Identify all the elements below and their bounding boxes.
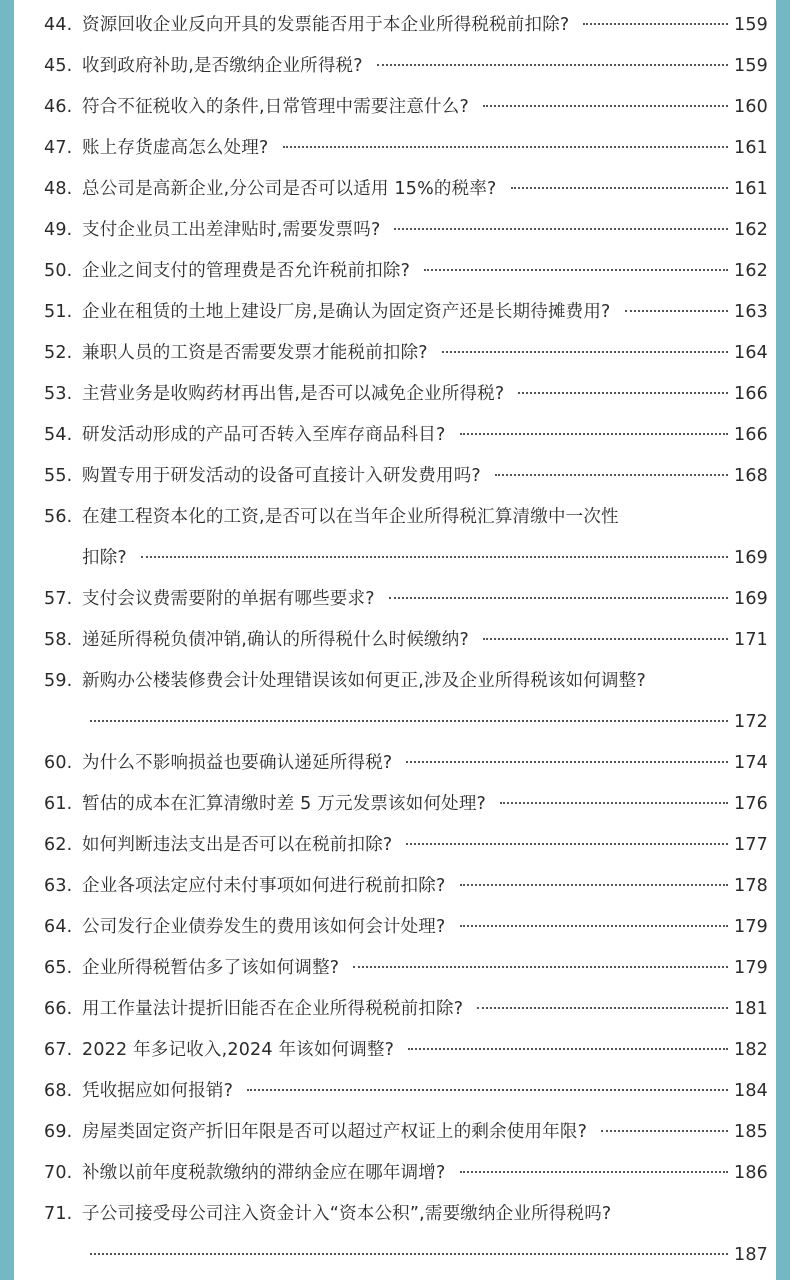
toc-entry[interactable] (44, 128, 768, 169)
toc-entry[interactable] (44, 87, 768, 128)
entry-number: 52. (44, 343, 73, 363)
entry-number: 47. (44, 138, 73, 158)
entry-number: 68. (44, 1081, 73, 1101)
dot-leader (483, 105, 728, 107)
toc-entry[interactable] (44, 579, 768, 620)
entry-title: 符合不征税收入的条件,日常管理中需要注意什么? (82, 97, 469, 117)
toc-entry[interactable] (44, 169, 768, 210)
entry-title: 如何判断违法支出是否可以在税前扣除? (82, 835, 393, 855)
toc-entry[interactable] (44, 210, 768, 251)
toc-entry[interactable] (44, 784, 768, 825)
entry-page-number: 161 (733, 179, 768, 199)
dot-leader (442, 351, 728, 353)
entry-page-number: 161 (733, 138, 768, 158)
dot-leader (90, 720, 728, 722)
dot-leader (424, 269, 728, 271)
entry-number: 49. (44, 220, 73, 240)
dot-leader (141, 556, 728, 558)
entry-number: 56. (44, 507, 73, 527)
entry-number: 53. (44, 384, 73, 404)
entry-number: 50. (44, 261, 73, 281)
toc-entry[interactable] (44, 948, 768, 989)
entry-page-number: 184 (733, 1081, 768, 1101)
entry-number: 62. (44, 835, 73, 855)
entry-number: 67. (44, 1040, 73, 1060)
toc-entry[interactable] (44, 1112, 768, 1153)
entry-page-number: 164 (733, 343, 768, 363)
toc-entry[interactable] (44, 1071, 768, 1112)
entry-page-number: 181 (733, 999, 768, 1019)
entry-number: 64. (44, 917, 73, 937)
entry-number: 58. (44, 630, 73, 650)
entry-number: 57. (44, 589, 73, 609)
entry-title: 兼职人员的工资是否需要发票才能税前扣除? (82, 343, 428, 363)
entry-title: 收到政府补助,是否缴纳企业所得税? (82, 56, 363, 76)
dot-leader (247, 1089, 728, 1091)
toc-entry[interactable] (44, 661, 768, 743)
entry-title: 暂估的成本在汇算清缴时差 5 万元发票该如何处理? (82, 794, 487, 814)
entry-page-number: 166 (733, 384, 768, 404)
entry-title: 在建工程资本化的工资,是否可以在当年企业所得税汇算清缴中一次性 (82, 507, 619, 527)
entry-title: 研发活动形成的产品可否转入至库存商品科目? (82, 425, 446, 445)
entry-title: 资源回收企业反向开具的发票能否用于本企业所得税税前扣除? (82, 15, 570, 35)
entry-page-number: 162 (733, 261, 768, 281)
toc-entry[interactable] (44, 825, 768, 866)
entry-title: 账上存货虚高怎么处理? (82, 138, 269, 158)
entry-title: 递延所得税负债冲销,确认的所得税什么时候缴纳? (82, 630, 469, 650)
entry-page-number: 179 (733, 917, 768, 937)
dot-leader (511, 187, 728, 189)
entry-title: 企业在租赁的土地上建设厂房,是确认为固定资产还是长期待摊费用? (82, 302, 611, 322)
entry-title: 房屋类固定资产折旧年限是否可以超过产权证上的剩余使用年限? (82, 1122, 588, 1142)
entry-page-number: 162 (733, 220, 768, 240)
entry-title: 补缴以前年度税款缴纳的滞纳金应在哪年调增? (82, 1163, 446, 1183)
dot-leader (353, 966, 728, 968)
entry-page-number: 169 (733, 589, 768, 609)
toc-entry[interactable] (44, 374, 768, 415)
dot-leader (406, 843, 728, 845)
dot-leader (583, 23, 728, 25)
entry-number: 69. (44, 1122, 73, 1142)
toc-entry[interactable] (44, 497, 768, 579)
toc-entry[interactable] (44, 620, 768, 661)
toc-entry[interactable] (44, 415, 768, 456)
entry-number: 70. (44, 1163, 73, 1183)
toc-entry[interactable] (44, 1030, 768, 1071)
entry-title: 企业各项法定应付未付事项如何进行税前扣除? (82, 876, 446, 896)
entry-title: 公司发行企业债券发生的费用该如何会计处理? (82, 917, 446, 937)
entry-page-number: 179 (733, 958, 768, 978)
entry-title: 用工作量法计提折旧能否在企业所得税税前扣除? (82, 999, 464, 1019)
entry-page-number: 176 (733, 794, 768, 814)
dot-leader (460, 433, 728, 435)
dot-leader (394, 228, 728, 230)
entry-number: 45. (44, 56, 73, 76)
entry-title: 2022 年多记收入,2024 年该如何调整? (82, 1040, 395, 1060)
toc-entry[interactable] (44, 251, 768, 292)
toc-entry[interactable] (44, 743, 768, 784)
entry-page-number: 169 (733, 548, 768, 568)
toc-entry[interactable] (44, 989, 768, 1030)
dot-leader (500, 802, 728, 804)
dot-leader (460, 884, 728, 886)
entry-title: 支付企业员工出差津贴时,需要发票吗? (82, 220, 381, 240)
dot-leader (483, 638, 728, 640)
entry-page-number: 168 (733, 466, 768, 486)
entry-title: 凭收据应如何报销? (82, 1081, 234, 1101)
entry-title: 总公司是高新企业,分公司是否可以适用 15%的税率? (82, 179, 497, 199)
dot-leader (377, 64, 728, 66)
entry-number: 60. (44, 753, 73, 773)
dot-leader (406, 761, 728, 763)
toc-entry[interactable] (44, 1194, 768, 1276)
entry-page-number: 159 (733, 15, 768, 35)
entry-title: 支付会议费需要附的单据有哪些要求? (82, 589, 375, 609)
entry-page-number: 160 (733, 97, 768, 117)
entry-page-number: 178 (733, 876, 768, 896)
toc-entry[interactable] (44, 1153, 768, 1194)
dot-leader (495, 474, 728, 476)
entry-number: 54. (44, 425, 73, 445)
dot-leader (460, 1171, 728, 1173)
dot-leader (283, 146, 728, 148)
dot-leader (625, 310, 728, 312)
entry-number: 44. (44, 15, 73, 35)
entry-page-number: 166 (733, 425, 768, 445)
toc-entry[interactable] (44, 907, 768, 948)
entry-number: 59. (44, 671, 73, 691)
dot-leader (601, 1130, 728, 1132)
entry-number: 51. (44, 302, 73, 322)
entry-page-number: 187 (733, 1245, 768, 1265)
toc-entry[interactable] (44, 5, 768, 46)
entry-page-number: 172 (733, 712, 768, 732)
dot-leader (518, 392, 728, 394)
toc-entry[interactable] (44, 292, 768, 333)
dot-leader (460, 925, 728, 927)
entry-title: 企业之间支付的管理费是否允许税前扣除? (82, 261, 411, 281)
dot-leader (408, 1048, 728, 1050)
entry-page-number: 171 (733, 630, 768, 650)
entry-number: 46. (44, 97, 73, 117)
entry-page-number: 174 (733, 753, 768, 773)
dot-leader (389, 597, 728, 599)
toc-entry[interactable] (44, 456, 768, 497)
entry-page-number: 186 (733, 1163, 768, 1183)
toc-entry[interactable] (44, 866, 768, 907)
toc-entry[interactable] (44, 333, 768, 374)
entry-number: 48. (44, 179, 73, 199)
entry-page-number: 163 (733, 302, 768, 322)
toc-entry[interactable] (44, 46, 768, 87)
entry-title: 为什么不影响损益也要确认递延所得税? (82, 753, 393, 773)
entry-title: 企业所得税暂估多了该如何调整? (82, 958, 340, 978)
entry-page-number: 185 (733, 1122, 768, 1142)
entry-number: 65. (44, 958, 73, 978)
entry-title: 购置专用于研发活动的设备可直接计入研发费用吗? (82, 466, 481, 486)
dot-leader (90, 1253, 728, 1255)
entry-number: 66. (44, 999, 73, 1019)
entry-title: 主营业务是收购药材再出售,是否可以减免企业所得税? (82, 384, 505, 404)
entry-title: 子公司接受母公司注入资金计入“资本公积”,需要缴纳企业所得税吗? (82, 1204, 612, 1224)
entry-number: 63. (44, 876, 73, 896)
table-of-contents (44, 5, 768, 1276)
entry-title: 新购办公楼装修费会计处理错误该如何更正,涉及企业所得税该如何调整? (82, 671, 646, 691)
entry-number: 61. (44, 794, 73, 814)
entry-page-number: 177 (733, 835, 768, 855)
entry-page-number: 159 (733, 56, 768, 76)
entry-number: 55. (44, 466, 73, 486)
dot-leader (477, 1007, 728, 1009)
entry-title-continued: 扣除? (82, 548, 127, 568)
entry-number: 71. (44, 1204, 73, 1224)
entry-page-number: 182 (733, 1040, 768, 1060)
